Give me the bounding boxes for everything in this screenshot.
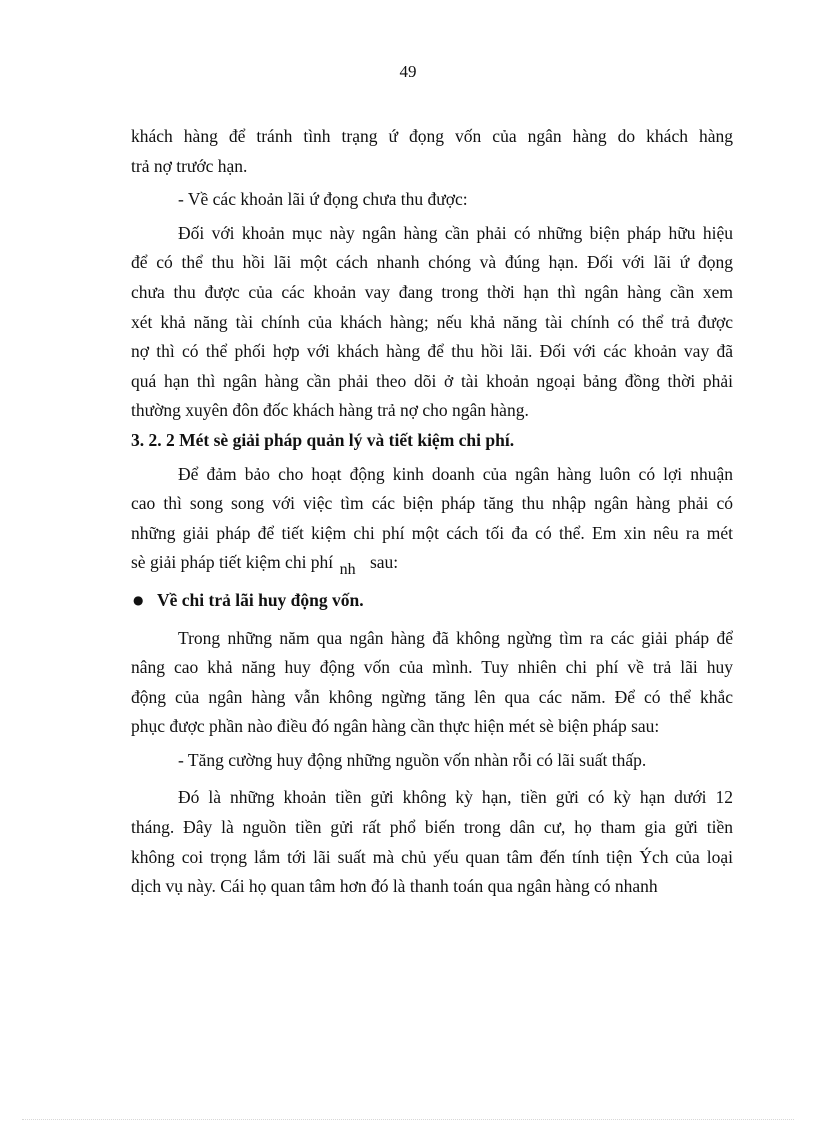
paragraph-line: khách hàng để tránh tình trạng ứ đọng vốn của ngân hàng do khách hàng [131,126,733,146]
paragraph-text: sau: [369,552,399,573]
bullet-item [131,586,733,616]
paragraph-line: trả nợ trước hạn. [131,155,248,176]
paragraph-line: cao thì song song với việc tìm các biện pháp tăng thu nhập ngân hàng phải có [131,493,733,514]
paragraph-text: sè giải pháp tiết kiệm chi phí [131,552,334,573]
paragraph-line: dịch vụ này. Cái họ quan tâm hơn đó là thanh toán qua ngân hàng có nhanh [131,876,658,897]
paragraph-line: - Tăng cường huy động những nguồn vốn nhàn rỗi có lãi suất thấp. [178,749,647,770]
paragraph-line: nâng cao khả năng huy động vốn của mình. Tuy nhiên chi phí về trả lãi huy [131,657,733,678]
paragraph-line: để có thể thu hồi lãi một cách nhanh chóng và đúng hạn. Đối với lãi ứ đọng [131,252,733,273]
paragraph-line: động của ngân hàng vẫn không ngừng tăng lên qua các năm. Để có thể khắc [131,686,733,707]
paragraph-line: chưa thu được của các khoản vay đang trong thời hạn thì ngân hàng cần xem [131,281,733,302]
page-bottom-rule [22,1119,794,1120]
paragraph-line: những giải pháp để tiết kiệm chi phí một cách tối đa có thể. Em xin nêu ra mét [131,522,733,543]
paragraph-line: không coi trọng lắm tới lãi suất mà chủ yếu quan tâm đến tính tiện Ých của loại [131,846,733,867]
paragraph-line: tháng. Đây là nguồn tiền gửi rất phổ biến trong dân cư, họ tham gia gửi tiền [131,817,733,838]
paragraph-line: xét khả năng tài chính của khách hàng; nếu khả năng tài chính có thể trả được [131,311,733,332]
bullet-icon: ● [133,592,144,607]
paragraph-line: quá hạn thì ngân hàng cần phải theo dõi ở tài khoản ngoại bảng đồng thời phải [131,370,733,391]
paragraph-line: Đó là những khoản tiền gửi không kỳ hạn, tiền gửi có kỳ hạn dưới 12 [178,787,733,808]
bullet-label: Về chi trả lãi huy động vốn. [157,589,364,610]
paragraph-line: phục được phần nào điều đó ngân hàng cần thực hiện mét sè biện pháp sau: [131,716,660,737]
paragraph-line: Để đảm bảo cho hoạt động kinh doanh của ngân hàng luôn có lợi nhuận [178,463,733,484]
paragraph-line: Đối với khoản mục này ngân hàng cần phải có những biện pháp hữu hiệu [178,222,733,243]
subscript-text: nh [339,561,356,579]
paragraph-line: Trong những năm qua ngân hàng đã không ngừng tìm ra các giải pháp để [178,627,733,648]
paragraph-line: nợ thì có thể phối hợp với khách hàng để thu hồi lãi. Đối với các khoản vay đã [131,341,733,362]
page-number: 49 [399,62,417,81]
paragraph-line: - Về các khoản lãi ứ đọng chưa thu được: [178,189,468,210]
page-content [131,122,733,902]
paragraph-line: thường xuyên đôn đốc khách hàng trả nợ cho ngân hàng. [131,400,529,421]
paragraph-line [131,548,733,578]
section-heading: 3. 2. 2 Mét sè giải pháp quản lý và tiết kiệm chi phí. [131,429,515,450]
